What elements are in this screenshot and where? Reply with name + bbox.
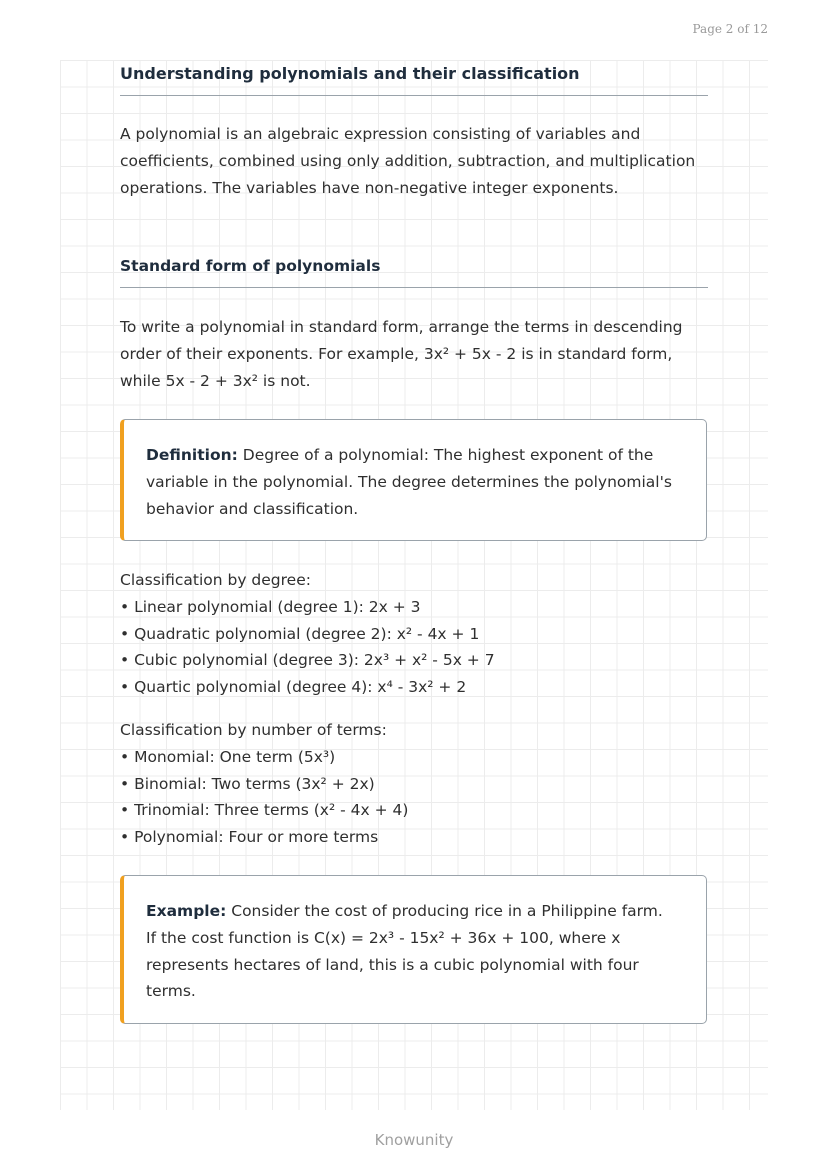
list-item: • Polynomial: Four or more terms bbox=[120, 828, 379, 847]
degree-classification-list bbox=[120, 567, 708, 701]
section-title: Understanding polynomials and their classification bbox=[120, 64, 580, 83]
definition-label: Definition: bbox=[146, 446, 238, 464]
list-item: • Trinomial: Three terms (x² - 4x + 4) bbox=[120, 801, 409, 820]
standard-form-paragraph: To write a polynomial in standard form, arrange the terms in descending order of their exponents. For example, 3x² + 5x - 2 is in standard form, while 5x - 2 + 3x² is not. bbox=[120, 318, 683, 390]
example-label: Example: bbox=[146, 902, 227, 920]
list-item: • Quartic polynomial (degree 4): x⁴ - 3x² + 2 bbox=[120, 678, 467, 697]
definition-text: Degree of a polynomial: The highest exponent of the variable in the polynomial. The degree determines the polynomial's behavior and classification. bbox=[146, 446, 672, 518]
definition-callout bbox=[120, 419, 707, 541]
example-text: Consider the cost of producing rice in a Philippine farm. If the cost function is C(x) = 2x³ - 15x² + 36x + 100, where x represents hectares of land, this is a cubic polynomial with four terms. bbox=[146, 902, 663, 1001]
page-number: Page 2 of 12 bbox=[692, 22, 768, 36]
terms-classification-list bbox=[120, 717, 708, 851]
list-item: • Binomial: Two terms (3x² + 2x) bbox=[120, 774, 375, 793]
title-divider bbox=[120, 95, 708, 96]
subsection-divider bbox=[120, 287, 708, 288]
example-callout bbox=[120, 875, 707, 1024]
list-item: • Linear polynomial (degree 1): 2x + 3 bbox=[120, 597, 421, 616]
subsection-title: Standard form of polynomials bbox=[120, 257, 381, 275]
list-item: • Monomial: One term (5x³) bbox=[120, 747, 336, 766]
list-item: • Quadratic polynomial (degree 2): x² - 4x + 1 bbox=[120, 624, 480, 643]
intro-paragraph: A polynomial is an algebraic expression consisting of variables and coefficients, combined using only addition, subtraction, and multiplication operations. The variables have non-negative integer exponents. bbox=[120, 125, 696, 197]
list-item: • Cubic polynomial (degree 3): 2x³ + x² - 5x + 7 bbox=[120, 651, 495, 670]
footer-brand: Knowunity bbox=[374, 1131, 454, 1149]
list-heading: Classification by number of terms: bbox=[120, 721, 387, 739]
list-heading: Classification by degree: bbox=[120, 571, 311, 589]
